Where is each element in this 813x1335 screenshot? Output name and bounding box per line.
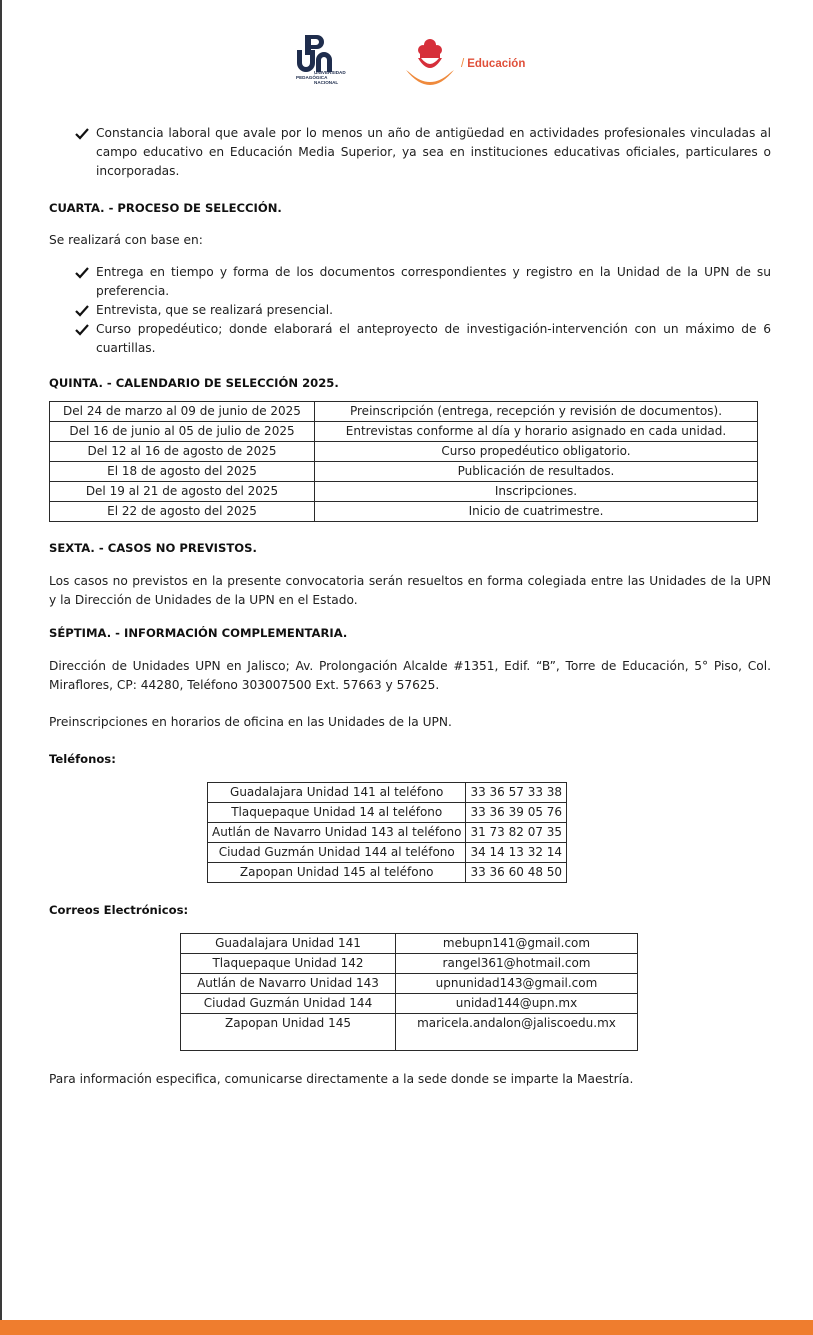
upn-logo-text: UNIVERSIDAD PEDAGÓGICA NACIONAL — [296, 70, 346, 86]
septima-address: Dirección de Unidades UPN en Jalisco; Av. Prolongación Alcalde #1351, Edif. “B”, Torre de Educación, 5° Piso, Col. Miraflores, CP: 44280, Teléfono 303007500 Ext. 57663 y 57625. — [49, 659, 771, 692]
checkmark-icon — [74, 320, 90, 339]
table-row: Guadalajara Unidad 141 al teléfono 33 36 57 33 38 — [208, 783, 567, 803]
checkmark-icon — [74, 263, 90, 282]
header-logos — [0, 34, 813, 96]
upn-emblem-icon — [296, 34, 336, 72]
selection-criteria-list — [49, 263, 771, 358]
list-item: Entrega en tiempo y forma de los documentos correspondientes y registro en la Unidad de la UPN de su preferencia. — [49, 263, 771, 301]
checkmark-icon — [74, 301, 90, 320]
section-heading-cuarta: CUARTA. - PROCESO DE SELECCIÓN. — [49, 201, 282, 215]
sexta-text: Los casos no previstos en la presente convocatoria serán resueltos en forma colegiada entre las Unidades de la UPN y la Dirección de Unidades de la UPN en el Estado. — [49, 574, 771, 607]
table-row: Del 24 de marzo al 09 de junio de 2025 Preinscripción (entrega, recepción y revisión de documentos). — [50, 402, 758, 422]
upn-logo — [296, 34, 360, 92]
footer-orange-bar — [0, 1320, 813, 1335]
document-body — [49, 124, 771, 1089]
list-item: Curso propedéutico; donde elaborará el anteproyecto de investigación-intervención con un máximo de 6 cuartillas. — [49, 320, 771, 358]
table-row: Zapopan Unidad 145 maricela.andalon@jaliscoedu.mx — [181, 1014, 638, 1051]
table-row: Tlaquepaque Unidad 142 rangel361@hotmail.com — [181, 954, 638, 974]
jalisco-emblem-icon — [400, 36, 458, 94]
table-row: Ciudad Guzmán Unidad 144 unidad144@upn.mx — [181, 994, 638, 1014]
table-row: Ciudad Guzmán Unidad 144 al teléfono 34 14 13 32 14 — [208, 843, 567, 863]
list-item: Entrevista, que se realizará presencial. — [49, 301, 771, 320]
table-row: Del 16 de junio al 05 de julio de 2025 Entrevistas conforme al día y horario asignado en cada unidad. — [50, 422, 758, 442]
emails-table — [180, 933, 638, 1051]
table-row: El 22 de agosto del 2025 Inicio de cuatrimestre. — [50, 502, 758, 522]
table-row: Guadalajara Unidad 141 mebupn141@gmail.com — [181, 934, 638, 954]
table-row: Del 12 al 16 de agosto de 2025 Curso propedéutico obligatorio. — [50, 442, 758, 462]
requirements-list — [49, 124, 771, 181]
jalisco-educacion-logo — [400, 36, 560, 94]
section-heading-sexta: SEXTA. - CASOS NO PREVISTOS. — [49, 541, 257, 555]
phones-table — [207, 782, 567, 883]
section-heading-quinta: QUINTA. - CALENDARIO DE SELECCIÓN 2025. — [49, 376, 339, 390]
selection-calendar-table — [49, 401, 758, 522]
list-item: Constancia laboral que avale por lo menos un año de antigüedad en actividades profesionales vinculadas al campo educativo en Educación Media Superior, ya sea en instituciones educativas oficiales, particulares o incorporadas. — [49, 124, 771, 181]
educacion-label: / Educación — [461, 58, 526, 70]
table-row: Autlán de Navarro Unidad 143 al teléfono 31 73 82 07 35 — [208, 823, 567, 843]
closing-text: Para información especifica, comunicarse directamente a la sede donde se imparte la Maestría. — [49, 1072, 634, 1086]
section-heading-septima: SÉPTIMA. - INFORMACIÓN COMPLEMENTARIA. — [49, 626, 348, 640]
table-row: Del 19 al 21 de agosto del 2025 Inscripciones. — [50, 482, 758, 502]
checkmark-icon — [74, 124, 90, 143]
table-row: Zapopan Unidad 145 al teléfono 33 36 60 48 50 — [208, 863, 567, 883]
emails-heading: Correos Electrónicos: — [49, 903, 189, 917]
table-row: Autlán de Navarro Unidad 143 upnunidad143@gmail.com — [181, 974, 638, 994]
cuarta-intro: Se realizará con base en: — [49, 233, 203, 247]
table-row: El 18 de agosto del 2025 Publicación de resultados. — [50, 462, 758, 482]
phones-heading: Teléfonos: — [49, 752, 116, 766]
table-row: Tlaquepaque Unidad 14 al teléfono 33 36 39 05 76 — [208, 803, 567, 823]
septima-office-hours: Preinscripciones en horarios de oficina en las Unidades de la UPN. — [49, 715, 452, 729]
page-left-border — [0, 0, 2, 1320]
